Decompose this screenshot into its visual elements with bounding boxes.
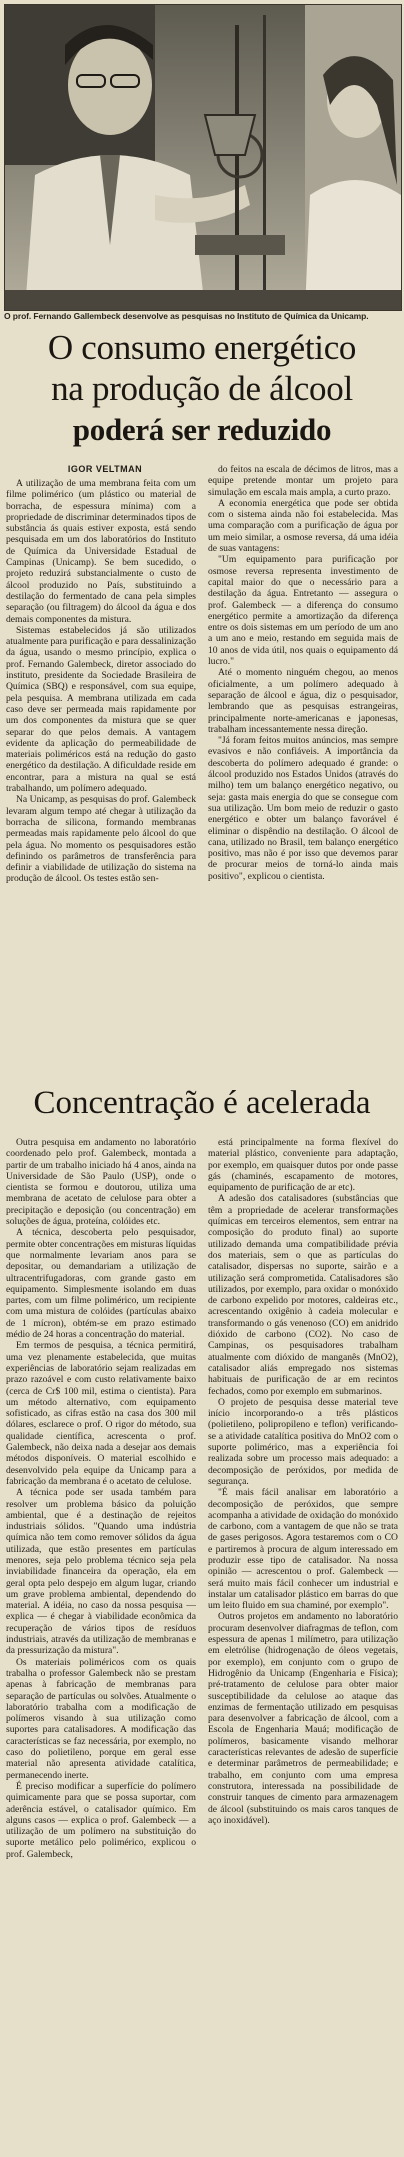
paragraph: A técnica, descoberta pelo pesquisador, permite obter concentrações em misturas líquidas que normalmente levariam anos para se depositar, ou demandariam a utilização de ultracentrifugadoras, com grande gasto em equipamento. Simplesmente isolando em duas partes, com um filme polimérico, um recipiente com uma mistura de colóides (partículas abaixo de 1 mícron), obtém-se em prazo estimado médio de 24 horas a concentração do material.	[6, 1227, 196, 1341]
byline: IGOR VELTMAN	[67, 464, 143, 474]
paragraph: É preciso modificar a superfície do polímero quimicamente para que se possa suportar, com aderência estável, o catalisador químico. Em alguns casos — explica o prof. Galembeck — a utilização de um polímero na substituição do suporte metálico pelo polimérico, explicou o prof. Galembeck,	[6, 1780, 196, 1860]
headline-line-3: poderá ser reduzido	[72, 412, 332, 447]
paragraph: está principalmente na forma flexível do material plástico, conveniente para adaptação, por exemplo, em quaisquer dutos por onde passe gás (chaminés, escapamento de motores, equipamento de purificação de ar etc).	[208, 1137, 398, 1194]
paragraph: A técnica pode ser usada também para resolver um problema básico da poluição ambiental, que é a destinação de rejeitos industriais sólidos. "Quando uma indústria química não tem como remover sólidos da água utilizada, que estão presentes em partículas menores, seja pelo problema técnico seja pela inviabilidade financeira da operação, ela em geral opta pelo despejo em algum lugar, criando um grave problema ambiental, dependendo do material. A idéia, no caso da nossa pesquisa — explica — é chegar à viabilidade econômica da recuperação de vários tipos de resíduos industriais, através da utilização de membranas e da pressurização da mistura".	[6, 1487, 196, 1657]
headline-line-1: O consumo energético	[47, 328, 357, 367]
paragraph: do feitos na escala de décimos de litros, mas a equipe pretende montar um projeto para simulação em escala mais ampla, a curto prazo.	[208, 464, 398, 498]
paragraph: Os materiais poliméricos com os quais trabalha o professor Galembeck não se prestam apenas à fabricação de membranas para separação de partículas ou solvões. Atualmente o laboratório trabalha com a modificação de polímeros visando à sua utilização como suportes para catalisadores. A modificação das características se faz necessária, por exemplo, no caso do polietileno, porque em geral esse material não apresenta atividade catalítica, permanecendo inerte.	[6, 1656, 196, 1781]
article-column-1	[6, 478, 196, 885]
paragraph: "Já foram feitos muitos anúncios, mas sempre evasivos e não confiáveis. A importância da descoberta do polímero adequado é grande: o álcool produzido nos Estados Unidos (através do milho) tem um balanço energético negativo, ou seja: gasta mais energia do que se consegue com sua utilização. Um bom meio de reduzir o gasto energético e obter um balanço favorável é eliminar o dispêndio na destilação. O álcool de cana, utilizado no Brasil, tem balanço energético positivo, mas não é por isso que devemos parar de procurar meios de torná-lo ainda mais positivo", explicou o cientista.	[208, 735, 398, 882]
paragraph: O projeto de pesquisa desse material teve início incorporando-o a três plásticos (polietileno, polipropileno e teflon) verificando-se a atividade catalítica positiva do MnO2 com o suporte polimérico, mas a experiência foi realizada sobre um processo mais adequado: a decomposição de peróxidos, por medida de segurança.	[208, 1396, 398, 1487]
paragraph: "É mais fácil analisar em laboratório a decomposição de peróxidos, que sempre acompanha a atividade de oxidação do monóxido de carbono, com a vantagem de que não se trata de gases perigosos. Agora testaremos com o CO e partiremos à procura de algum interessado em produzir esse tipo de catalisador. Na nossa opinião — acrescentou o prof. Galembeck — será muito mais fácil conhecer um industrial e instalar um catalisador plástico em barras do que um leito fluido em sua chaminé, por exemplo".	[208, 1487, 398, 1612]
article-column-4	[208, 1137, 398, 1826]
paragraph: Outra pesquisa em andamento no laboratório coordenado pelo prof. Galembeck, montada a partir de um trabalho iniciado há 4 anos, ainda na Universidade de São Paulo (USP), onde o cientista se formou e doutorou, utiliza uma membrana de acetato de celulose para obter a precipitação e deposição (ou concentração) em soluções de água, proteína, colóides etc.	[6, 1137, 196, 1228]
photo-laboratory-scene	[5, 5, 401, 310]
headline	[0, 327, 404, 450]
paragraph: Na Unicamp, as pesquisas do prof. Galembeck levaram algum tempo até chegar à utilização da borracha de silicona, formando membranas permeadas mais rapidamente pelo álcool do que pela água. No momento os pesquisadores estão definindo os parâmetros de transferência para definir a viabilidade de utilização do sistema na produção de álcool. Os testes estão sen-	[6, 794, 196, 885]
paragraph: Até o momento ninguém chegou, ao menos oficialmente, a um polímero adequado à separação de álcool e água, diz o pesquisador, lembrando que as pesquisas estrangeiras, principalmente norte-americanas e japonesas, trabalham incessantemente nessa direção.	[208, 667, 398, 735]
paragraph: "Um equipamento para purificação por osmose reversa representa investimento de capital maior do que o necessário para a destilação da água. Entretanto — assegura o prof. Galembeck — a diferença do consumo energético permite a amortização da diferença entre os dois sistemas em um período de um ano a um ano e meio, restando em seguida mais de 10 anos de vida útil, nos quais o equipamento dá lucro."	[208, 554, 398, 668]
paragraph: A adesão dos catalisadores (substâncias que têm a propriedade de acelerar transformações químicas em terceiros elementos, sem entrar na composição do produto final) ao suporte utilizado demanda uma compatibilidade prévia dos materiais, sem o que as partículas do catalisador, dispersas no suporte, sairão e a utilização será comprometida. Catalisadores são utilizados, por exemplo, para oxidar o monóxido de carbono expelido por motores, caldeiras etc., acrescentando oxigênio à cadeia molecular e transformando o gás venenoso (CO) em anidrido dióxido de carbono (CO2). No caso de Campinas, os pesquisadores trabalham atualmente com dióxido de manganês (MnO2), catalisador aliás empregado nos sistemas habituais de purificação de ar em recintos fechados, como por exemplo em submarinos.	[208, 1193, 398, 1397]
paragraph: Sistemas estabelecidos já são utilizados atualmente para purificação e para dessalinização da água, usando o mesmo princípio, explica o prof. Fernando Galembeck, diretor associado do instituto, presidente da Sociedade Brasileira de Química (SBQ) e responsável, com sua equipe, pela pesquisa. A membrana utilizada em cada caso deve ser permeada mais rapidamente por um dos componentes da mistura que se quer separar do que pelos demais. A vantagem evidente da aplicação do permeabilidade de materiais poliméricos está na redução do gasto energético da destilação. A dificuldade reside em encontrar, para a mistura na qual se está trabalhando, um polímero adequado.	[6, 624, 196, 795]
subheadline: Concentração é acelerada	[33, 1085, 371, 1121]
paragraph: Em termos de pesquisa, a técnica permitirá, uma vez plenamente estabelecida, que muitas experiências de laboratório sejam realizadas em prazo razoável e com custo relativamente baixo (cerca de Cr$ 100 mil, estima o cientista). Para um método alternativo, com equipamento sofisticado, as cifras estão na casa dos 300 mil dólares, esclarece o prof. O rigor do método, sua qualidade científica, acrescenta o prof. Galembeck, não deixa nada a desejar aos demais métodos disponíveis. O material escolhido e desenvolvido pela equipe da Unicamp para a fabricação da membrana é o acetato de celulose.	[6, 1340, 196, 1487]
article-photo	[4, 4, 402, 311]
headline-line-2: na produção de álcool	[51, 369, 353, 408]
paragraph: A economia energética que pode ser obtida com o sistema ainda não foi estabelecida. Mas uma comparação com a purificação de água por um meio similar, a osmose reversa, dá uma idéia de suas vantagens:	[208, 497, 398, 555]
article-column-3	[6, 1137, 196, 1860]
photo-caption: O prof. Fernando Gallembeck desenvolve as pesquisas no Instituto de Química da Unicamp.	[4, 311, 369, 321]
paragraph: Outros projetos em andamento no laboratório procuram desenvolver diafragmas de teflon, com espessura de apenas 1 milímetro, para utilização em eletrólise (hidrogenação de óleos vegetais, por exemplo), em conjunto com o grupo de Hidrogênio da Unicamp (Engenharia e Física); pré-tratamento de celulose para obter maior susceptibilidade da celulose ao ataque das enzimas de fermentação utilizado em pesquisas para desenvolver a fabricação de álcool, com a Escola de Engenharia Mauá; modificação de polímeros, basicamente visando melhorar características relevantes de adesão de superfície e determinar parâmetros de permeabilidade; e trabalho, em conjunto com uma empresa construtora, interessada na possibilidade de construir tanques de cimento para armazenagem de álcool (substituindo os mais caros tanques de aço inoxidável).	[208, 1611, 398, 1826]
paragraph: A utilização de uma membrana feita com um filme polimérico (um plástico ou material de borracha, de espessura mínima) com a propriedade de discriminar determinados tipos de substância ás quais estiver exposta, está sendo pesquisada em um dos laboratórios do Instituto de Química da Universidade Estadual de Campinas (Unicamp). Se bem sucedido, o projeto reduzirá substancialmente o custo de álcool produzido no País, substituindo a destilação do fermentado de cana pela simples separação (ou filtragem) do álcool da água e dos demais componentes da mistura.	[6, 478, 196, 625]
article-column-2	[208, 464, 398, 882]
